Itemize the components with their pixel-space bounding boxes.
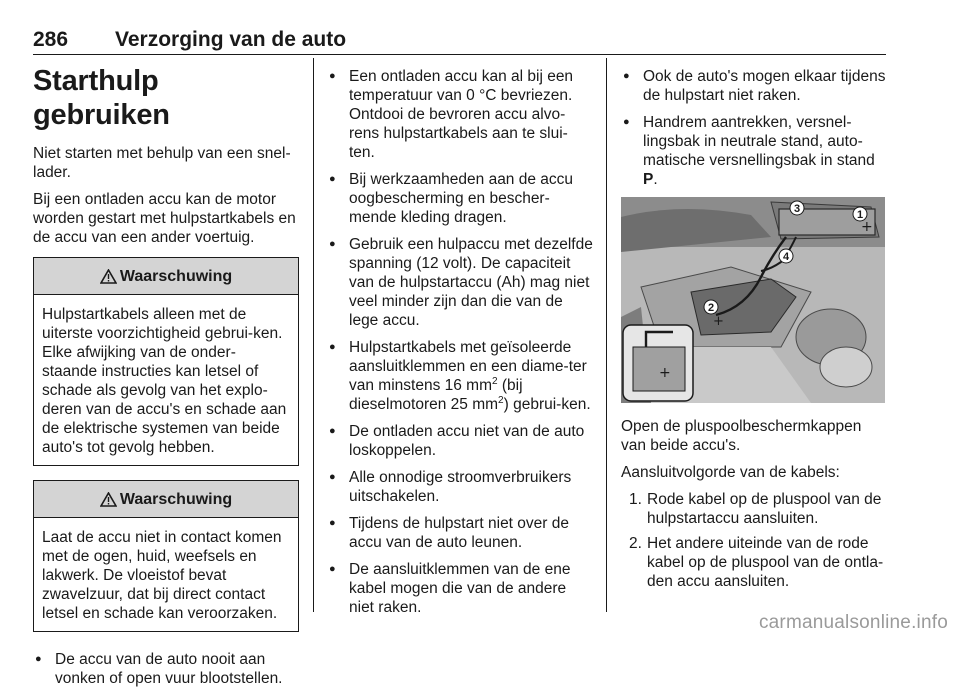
svg-text:+: +: [713, 314, 724, 329]
engine-bay-illustration: [621, 197, 885, 403]
bullet-list: [327, 67, 593, 617]
paragraph: Open de pluspoolbeschermkappen van beide accu's.: [621, 418, 862, 454]
intro-paragraph: Niet starten met behulp van een snel-lader.: [33, 145, 291, 181]
column-divider-left: [313, 58, 314, 612]
warning-label: Waarschuwing: [119, 490, 233, 508]
list-item: 1. Rode kabel op de pluspool van de hulpstartaccu aansluiten.: [629, 491, 882, 527]
warning-triangle-icon: [100, 269, 117, 284]
warning-box: [33, 257, 299, 466]
section-title: Starthulp gebruiken: [33, 65, 170, 131]
warning-header: [34, 481, 298, 518]
warning-text: Laat de accu niet in contact komen met de ogen, huid, weefsels en lakwerk. De vloeistof bevat zwavelzuur, dat bij direct contact letsel en schade kan veroorzaken.: [42, 529, 282, 622]
svg-text:+: +: [861, 219, 873, 235]
warning-header: [34, 258, 298, 295]
list-item: ● Alle onnodige stroomverbruikers uitschakelen.: [327, 468, 593, 506]
watermark: carmanualsonline.info: [758, 612, 948, 633]
column-3: [621, 67, 887, 597]
numbered-list: [621, 490, 887, 591]
list-item: ● Gebruik een hulpaccu met dezelfde spanning (12 volt). De capaciteit van de hulpstartaccu (Ah) mag niet veel minder zijn dan die van de lege accu.: [327, 235, 593, 330]
warning-triangle-icon: [100, 492, 117, 507]
bullet-list: [621, 67, 887, 189]
page-number: 286: [33, 28, 69, 51]
list-item: ● Een ontladen accu kan al bij een temperatuur van 0 °C bevriezen. Ontdooi de bevroren accu alvo-rens hulpstartkabels aan te slui-ten.: [327, 67, 593, 162]
list-item-handbrake: ● Handrem aantrekken, versnel-lingsbak in neutrale stand, auto-matische versnellingsbak in stand P.: [621, 113, 887, 189]
list-item: ● De aansluitklemmen van de ene kabel mogen die van de andere niet raken.: [327, 560, 593, 617]
warning-box: [33, 480, 299, 632]
column-1: [33, 64, 299, 696]
callout-1: 1: [856, 209, 864, 221]
list-item: 2. Het andere uiteinde van de rode kabel op de pluspool van de ontla-den accu aansluiten.: [629, 535, 884, 590]
list-item: ● De accu van de auto nooit aan vonken of open vuur blootstellen.: [33, 650, 299, 688]
column-divider-right: [606, 58, 607, 612]
list-item: ● De ontladen accu niet van de auto loskoppelen.: [327, 422, 593, 460]
chapter-title: Verzorging van de auto: [115, 28, 347, 51]
callout-2: 2: [707, 302, 715, 314]
list-item-cable-spec: ● Hulpstartkabels met geïsoleerde aansluitklemmen en een diame-ter van minstens 16 $mm^2$ (bij dieselmotoren 25 $mm^2$) gebrui-ken.: [327, 338, 593, 414]
warning-text: Hulpstartkabels alleen met de uiterste voorzichtigheid gebrui-ken. Elke afwijking van de onder-staande instructies kan letsel of schade als gevolg van het explo-deren van de accu's en schade aan de elektrische systemen van beide auto's tot gevolg hebben.: [42, 306, 287, 456]
gear-position: P: [643, 171, 654, 188]
intro-paragraph: Bij een ontladen accu kan de motor worden gestart met hulpstartkabels en de accu van een ander voertuig.: [33, 191, 296, 246]
paragraph: Aansluitvolgorde van de kabels:: [621, 464, 840, 481]
list-item: ● Ook de auto's mogen elkaar tijdens de hulpstart niet raken.: [621, 67, 887, 105]
callout-3: 3: [793, 203, 801, 215]
callout-4: 4: [782, 251, 790, 263]
list-item: ● Tijdens de hulpstart niet over de accu van de auto leunen.: [327, 514, 593, 552]
bullet-list: [33, 650, 299, 688]
column-2: [327, 67, 593, 625]
list-item: ● Bij werkzaamheden aan de accu oogbescherming en bescher-mende kleding dragen.: [327, 170, 593, 227]
page-header: [33, 28, 886, 55]
svg-text:+: +: [659, 365, 671, 381]
warning-label: Waarschuwing: [119, 267, 233, 285]
